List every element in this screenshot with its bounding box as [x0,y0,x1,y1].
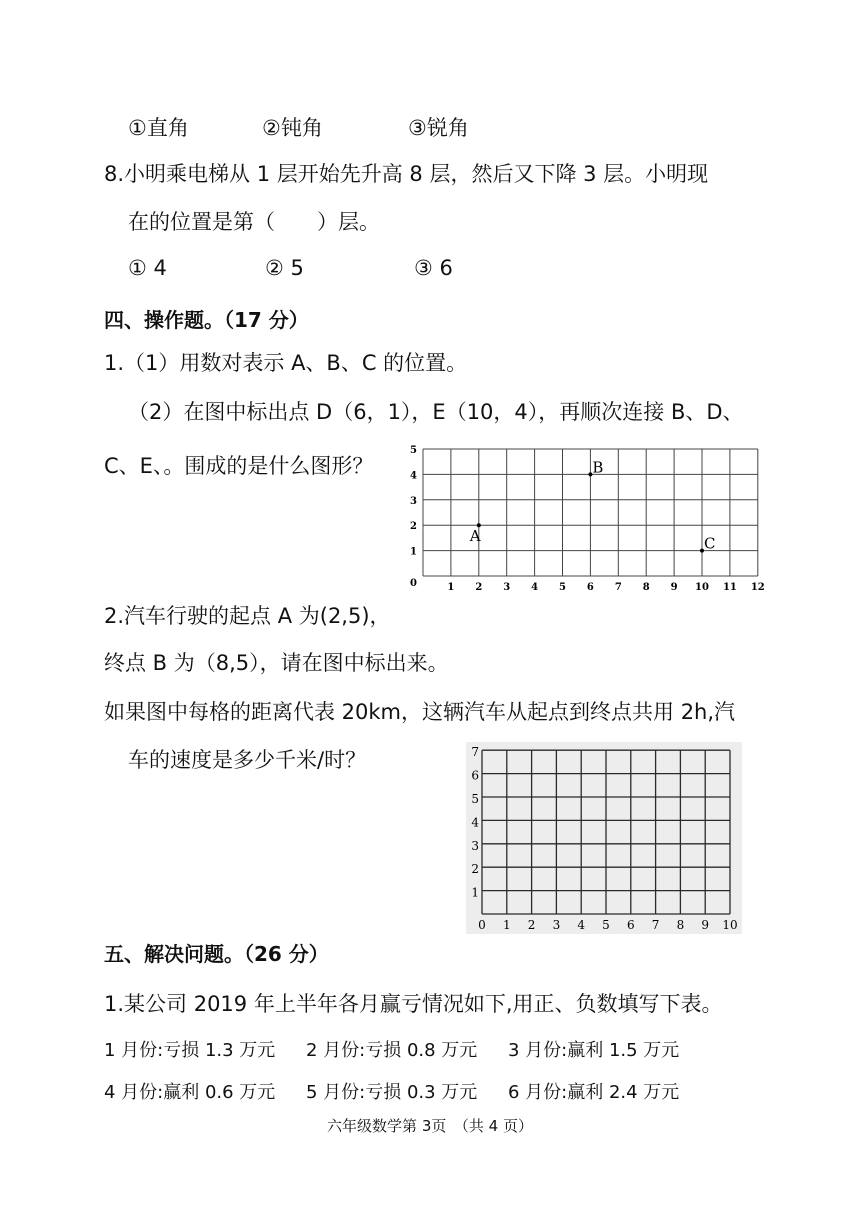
x-tick-label: 2 [475,582,483,593]
point-label-a: A [469,527,481,546]
section4-q2-line3: 如果图中每格的距离代表 20km，这辆汽车从起点到终点共用 2h,汽 [104,700,736,724]
q8-text-line1: 8.小明乘电梯从 1 层开始先升高 8 层，然后又下降 3 层。小明现 [104,162,709,186]
section4-q1-line3: C、E、。围成的是什么图形？ [104,454,374,478]
section5-row2-col3: 6 月份:赢利 2.4 万元 [508,1082,680,1103]
section5-row1-col3: 3 月份:赢利 1.5 万元 [508,1040,680,1061]
x-tick-label: 12 [750,582,765,593]
x-tick-label: 11 [722,582,737,593]
x-tick-label: 3 [503,582,511,593]
y-tick-label: 5 [410,445,417,456]
section4-q1-line2: （2）在图中标出点 D（6，1），E（10，4），再顺次连接 B、D、 [128,400,744,424]
y-tick-label: 3 [410,495,417,507]
q8-option-2: ② 5 [265,256,304,280]
x-tick-label: 1 [447,582,455,593]
coordinate-grid-1 [405,440,770,600]
y-tick-label: 7 [471,745,479,760]
y-tick-label: 5 [471,792,479,806]
q7-option-2: ②钝角 [262,116,323,140]
point-label-c: C [704,534,716,553]
section5-row2-col1: 4 月份:赢利 0.6 万元 [104,1082,276,1103]
y-tick-label: 3 [471,838,479,853]
x-tick-label: 6 [626,918,635,932]
section4-heading: 四、操作题。（17 分） [104,308,309,332]
x-tick-label: 10 [695,582,709,593]
x-tick-label: 7 [614,582,622,593]
y-tick-label: 2 [471,862,479,877]
x-tick-label: 4 [577,918,586,932]
x-tick-label: 3 [552,918,561,932]
y-tick-label: 1 [410,546,417,558]
x-tick-label: 8 [676,918,685,932]
q7-option-1: ①直角 [128,116,189,140]
coordinate-grid-2 [466,742,742,934]
x-tick-label: 7 [651,918,660,932]
section5-row1-col1: 1 月份:亏损 1.3 万元 [104,1040,276,1061]
y-tick-label: 4 [410,470,417,482]
q8-option-1: ① 4 [128,256,167,280]
section4-q1-line1: 1.（1）用数对表示 A、B、C 的位置。 [104,351,468,375]
x-tick-label: 9 [670,582,678,593]
section4-q2-line4: 车的速度是多少千米/时？ [128,748,367,772]
y-tick-label: 2 [410,521,417,533]
x-tick-label: 5 [559,582,566,593]
q7-option-3: ③锐角 [408,116,469,140]
y-tick-label: 0 [410,578,417,589]
point-label-b: B [592,458,604,477]
section5-heading: 五、解决问题。（26 分） [104,942,329,966]
page-footer: 六年级数学第 3页 （共 4 页） [327,1117,533,1135]
section4-q2-line1: 2.汽车行驶的起点 A 为(2,5)， [104,604,391,628]
x-tick-label: 9 [701,918,710,932]
q8-text-line2: 在的位置是第（ ）层。 [128,210,380,234]
x-tick-label: 2 [527,918,536,932]
section5-row1-col2: 2 月份:亏损 0.8 万元 [306,1040,478,1061]
x-tick-label: 1 [502,918,511,932]
x-tick-label: 10 [722,918,738,932]
x-tick-label: 4 [531,582,539,593]
section5-row2-col2: 5 月份:亏损 0.3 万元 [306,1082,478,1103]
x-tick-label: 6 [586,582,594,593]
q8-option-3: ③ 6 [414,256,453,280]
y-tick-label: 1 [471,885,479,900]
y-tick-label: 6 [471,768,479,783]
x-tick-label: 5 [602,918,610,932]
x-tick-label: 8 [642,582,650,593]
section5-q1: 1.某公司 2019 年上半年各月赢亏情况如下,用正、负数填写下表。 [104,992,723,1016]
x-tick-label: 0 [478,918,486,932]
y-tick-label: 4 [471,815,479,830]
section4-q2-line2: 终点 B 为（8,5），请在图中标出来。 [104,651,449,675]
